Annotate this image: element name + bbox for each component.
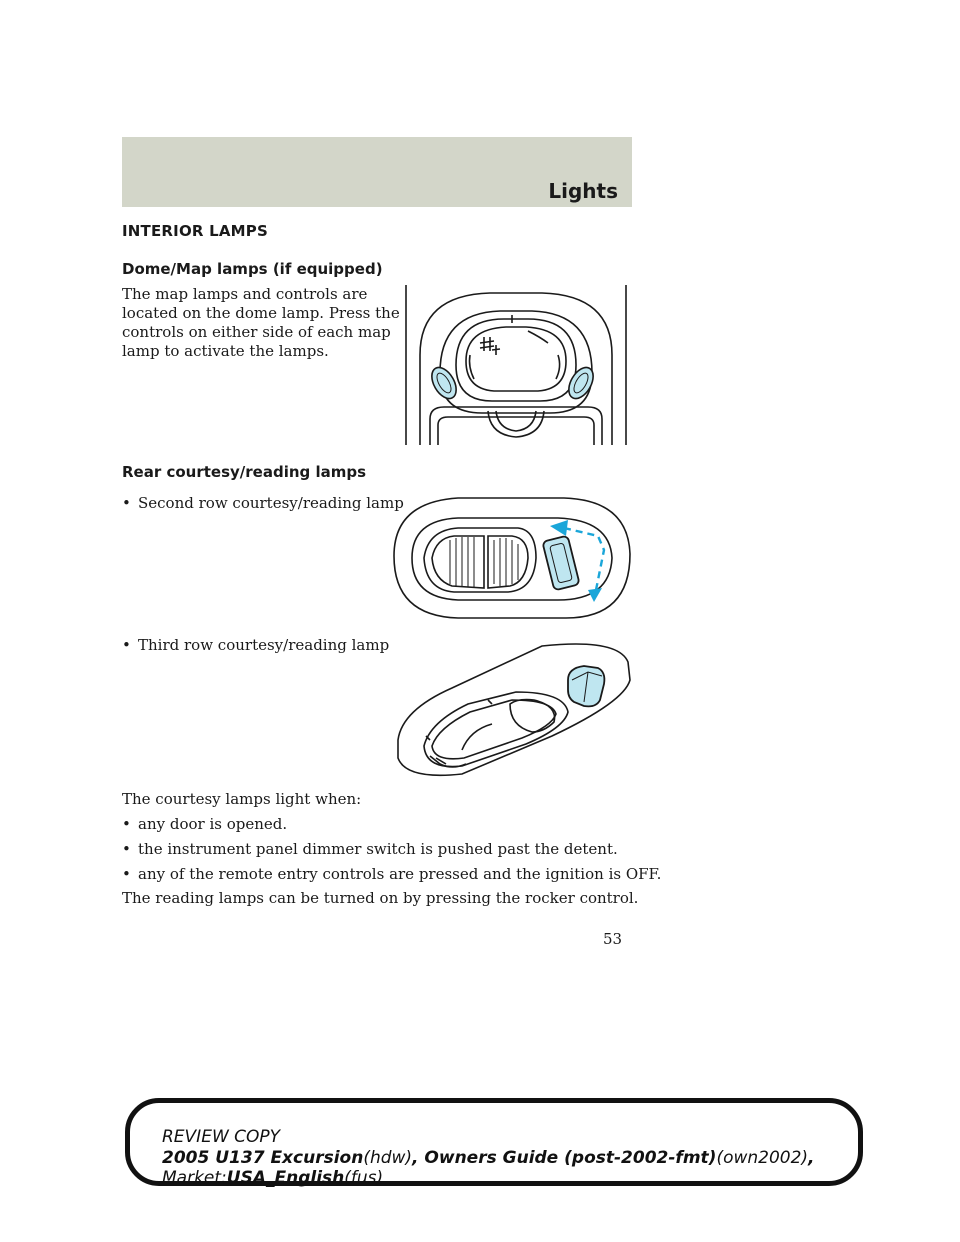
dome-text-line: lamp to activate the lamps. [122, 342, 329, 360]
third-row-lamp-illustration [392, 640, 636, 780]
review-market-line [162, 1169, 383, 1188]
second-row-lamp-illustration [388, 492, 634, 624]
section-title: Lights [548, 179, 618, 203]
guide-name: , Owners Guide (post-2002-fmt) [412, 1148, 717, 1168]
dome-lamps-title: Dome/Map lamps (if equipped) [122, 260, 383, 278]
review-copy-label: REVIEW COPY [162, 1127, 281, 1147]
courtesy-bullet: • any of the remote entry controls are pressed and the ignition is OFF. [122, 865, 662, 883]
page-number: 53 [603, 930, 623, 948]
bullet-text: Third row courtesy/reading lamp [138, 636, 390, 654]
market-label: Market: [162, 1168, 227, 1188]
second-row-bullet: • Second row courtesy/reading lamp [122, 494, 404, 512]
market-code: (fus) [344, 1168, 384, 1188]
dome-text-line: located on the dome lamp. Press the [122, 304, 400, 322]
courtesy-bullet: • any door is opened. [122, 815, 288, 833]
third-row-bullet: • Third row courtesy/reading lamp [122, 636, 390, 654]
courtesy-bullet: • the instrument panel dimmer switch is pushed past the detent. [122, 840, 618, 858]
dome-lamp-illustration [400, 285, 632, 447]
page-heading: INTERIOR LAMPS [122, 222, 268, 240]
bullet-text: the instrument panel dimmer switch is pushed past the detent. [138, 840, 618, 858]
header-band [122, 137, 632, 207]
dome-lamps-text [122, 285, 400, 361]
review-vehicle-line [162, 1149, 815, 1168]
courtesy-intro: The courtesy lamps light when: [122, 790, 362, 808]
vehicle-code: (hdw) [363, 1148, 413, 1168]
line-end: , [808, 1148, 815, 1168]
dome-text-line: The map lamps and controls are [122, 285, 368, 303]
market-name: USA_English [226, 1168, 345, 1188]
rear-lamps-title: Rear courtesy/reading lamps [122, 463, 367, 481]
bullet-text: Second row courtesy/reading lamp [138, 494, 404, 512]
guide-code: (own2002) [716, 1148, 809, 1168]
dome-text-line: controls on either side of each map [122, 323, 391, 341]
reading-lamps-text: The reading lamps can be turned on by pressing the rocker control. [122, 889, 639, 907]
vehicle-name: 2005 U137 Excursion [162, 1148, 364, 1168]
bullet-text: any of the remote entry controls are pressed and the ignition is OFF. [138, 865, 662, 883]
bullet-text: any door is opened. [138, 815, 288, 833]
